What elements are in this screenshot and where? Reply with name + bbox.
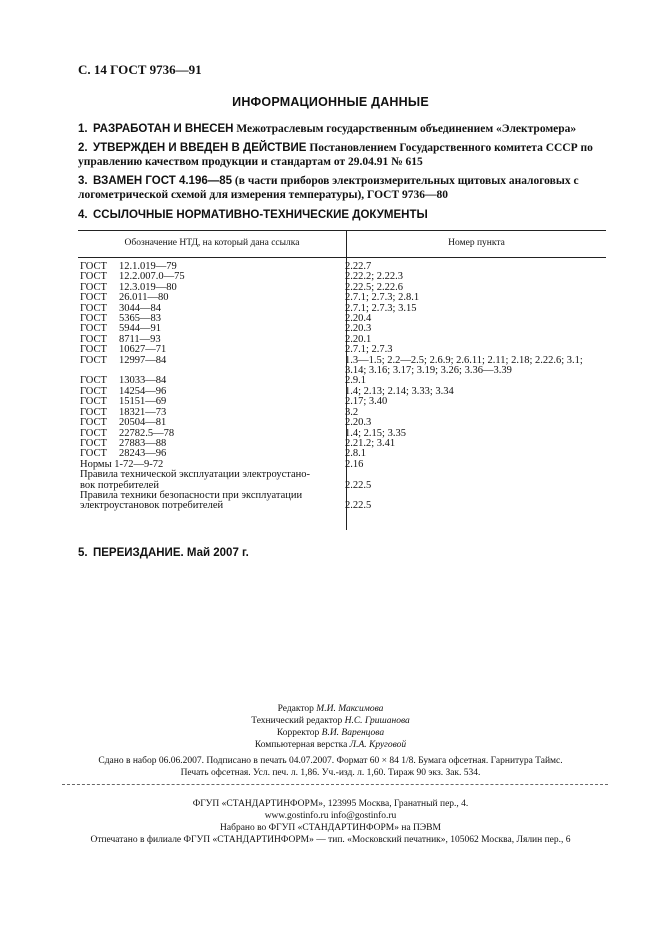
table-cell-item: 3.2 (345, 406, 359, 418)
gost-prefix: ГОСТ (80, 375, 107, 387)
table-cell-item: 2.16 (345, 458, 364, 470)
section-text: Постановлением Государственного комитета СССР по управлению качеством продукции и стандартам от 29.04.91 № 615 (78, 142, 593, 168)
section-5 (78, 546, 618, 560)
section-label: УТВЕРЖДЕН И ВВЕДЕН В ДЕЙСТВИЕ (93, 142, 307, 154)
gost-prefix: ГОСТ (80, 354, 107, 366)
gost-prefix: ГОСТ (80, 417, 107, 429)
table-cell-item: 2.22.2; 2.22.3 (345, 271, 404, 283)
doc-number: 28243—96 (119, 448, 167, 460)
table-header-doc: Обозначение НТД, на который дана ссылка (124, 238, 300, 248)
table-cell-item: 2.7.1; 2.7.3; 2.8.1 (345, 292, 420, 304)
table-cell-item: 2.7.1; 2.7.3 (345, 344, 393, 356)
doc-number: 5365—83 (119, 313, 161, 325)
section-1 (78, 122, 618, 136)
gost-prefix: ГОСТ (80, 313, 107, 325)
section-4 (78, 208, 618, 222)
section-label: РАЗРАБОТАН И ВНЕСЕН (93, 123, 234, 135)
gost-prefix: ГОСТ (80, 427, 107, 439)
credit-name: Н.С. Гришанова (344, 716, 410, 726)
table-header-border (78, 257, 606, 258)
table-cell-doc: Правила технической эксплуатации электроустано- (80, 469, 310, 481)
section-text: Межотраслевым государственным объединением «Электромера» (236, 123, 577, 135)
gost-prefix: ГОСТ (80, 323, 107, 335)
doc-number: 12.1.019—79 (119, 261, 177, 272)
gost-prefix: ГОСТ (80, 261, 107, 272)
table-row (80, 501, 610, 511)
section-number: 3. (78, 175, 88, 187)
doc-number: 18321—73 (119, 406, 167, 418)
section-2 (78, 141, 618, 169)
section-number: 5. (78, 547, 88, 559)
gost-prefix: ГОСТ (80, 406, 107, 418)
page-title: ИНФОРМАЦИОННЫЕ ДАННЫЕ (232, 95, 429, 109)
table-cell-doc: Правила техники безопасности при эксплуатации (80, 489, 303, 501)
doc-number: 15151—69 (119, 396, 167, 408)
table-cell-doc: Нормы 1-72—9-72 (80, 458, 164, 470)
doc-number: 22782.5—78 (119, 427, 175, 439)
doc-number: 26.011—80 (119, 292, 169, 304)
section-number: 1. (78, 123, 88, 135)
table-cell-item: 2.20.3 (345, 417, 372, 429)
doc-number: 12.3.019—80 (119, 281, 177, 293)
section-3 (78, 174, 618, 202)
table-cell-item: 2.22.5; 2.22.6 (345, 281, 404, 293)
doc-number: 3044—84 (119, 302, 161, 314)
credit-proofreader: Корректор В.И. Варенцова (276, 728, 385, 738)
credit-layout: Компьютерная верстка Л.А. Круговой (254, 740, 407, 750)
table-body (80, 262, 610, 512)
table-header-item: Номер пункта (448, 238, 505, 248)
section-number: 2. (78, 142, 88, 154)
table-cell-item: 2.20.3 (345, 323, 372, 335)
credit-name: В.И. Варенцова (321, 728, 385, 738)
table-cell-item: 2.9.1 (345, 375, 367, 387)
table-cell-item: 2.21.2; 3.41 (345, 437, 396, 449)
gost-prefix: ГОСТ (80, 396, 107, 408)
credit-tech-editor: Технический редактор Н.С. Гришанова (251, 716, 410, 726)
divider (62, 784, 608, 785)
table-cell-doc: электроустановок потребителей (80, 500, 224, 512)
imprint-line-2: Печать офсетная. Усл. печ. л. 1,86. Уч.-изд. л. 1,60. Тираж 90 экз. Зак. 534. (180, 768, 481, 778)
section-label: ВЗАМЕН ГОСТ 4.196—85 (93, 175, 233, 187)
doc-number: 5944—91 (119, 323, 161, 335)
publisher-address: ФГУП «СТАНДАРТИНФОРМ», 123995 Москва, Гранатный пер., 4. (192, 799, 469, 809)
credit-editor: Редактор М.И. Максимова (277, 704, 384, 714)
table-cell-item: 3.14; 3.16; 3.17; 3.19; 3.26; 3.36—3.39 (345, 365, 512, 377)
table-cell-item: 2.22.5 (345, 500, 372, 512)
table-cell-item: 2.17; 3.40 (345, 396, 388, 408)
gost-prefix: ГОСТ (80, 448, 107, 460)
table-cell-item: 2.20.1 (345, 333, 372, 345)
section-number: 4. (78, 209, 88, 221)
doc-number: 13033—84 (119, 375, 167, 387)
gost-prefix: ГОСТ (80, 344, 107, 356)
gost-prefix: ГОСТ (80, 292, 107, 304)
table-row (80, 470, 610, 480)
section-label: ПЕРЕИЗДАНИЕ. Май 2007 г. (93, 547, 249, 559)
credits-block (0, 703, 661, 751)
credit-name: М.И. Максимова (316, 704, 384, 714)
section-text: (в части приборов электроизмерительных щитовых аналоговых с логометрической схемой для измерения температуры), ГОСТ 9736—80 (78, 175, 579, 201)
section-label: ССЫЛОЧНЫЕ НОРМАТИВНО-ТЕХНИЧЕСКИЕ ДОКУМЕНТЫ (93, 209, 428, 221)
table-cell-item: 2.7.1; 2.7.3; 3.15 (345, 302, 417, 314)
table-cell-item: 1.4; 2.13; 2.14; 3.33; 3.34 (345, 385, 454, 397)
table-cell-doc: вок потребителей (80, 479, 159, 491)
table-top-border (78, 230, 606, 231)
gost-prefix: ГОСТ (80, 271, 107, 283)
gost-prefix: ГОСТ (80, 385, 107, 397)
doc-number: 10627—71 (119, 344, 167, 356)
doc-number: 20504—81 (119, 417, 167, 429)
imprint-line-1: Сдано в набор 06.06.2007. Подписано в печать 04.07.2007. Формат 60 × 84 1/8. Бумага офсетная. Гарнитура Таймс. (98, 756, 563, 766)
gost-prefix: ГОСТ (80, 281, 107, 293)
table-cell-item: 2.20.4 (345, 313, 372, 325)
gost-prefix: ГОСТ (80, 437, 107, 449)
gost-prefix: ГОСТ (80, 302, 107, 314)
doc-number: 12.2.007.0—75 (119, 271, 185, 283)
doc-number: 27883—88 (119, 437, 167, 449)
credit-name: Л.А. Круговой (349, 740, 407, 750)
gost-prefix: ГОСТ (80, 333, 107, 345)
table-cell-item: 2.8.1 (345, 448, 367, 460)
table-cell-item: 1.4; 2.15; 3.35 (345, 427, 406, 439)
publisher-web: www.gostinfo.ru info@gostinfo.ru (264, 811, 397, 821)
page-header: С. 14 ГОСТ 9736—91 (78, 62, 202, 77)
publisher-typeset: Набрано во ФГУП «СТАНДАРТИНФОРМ» на ПЭВМ (220, 823, 441, 833)
publisher-printed: Отпечатано в филиале ФГУП «СТАНДАРТИНФОРМ» — тип. «Московский печатник», 105062 Москва, Лялин пер., 6 (90, 835, 571, 845)
table-cell-item: 1.3—1.5; 2.2—2.5; 2.6.9; 2.6.11; 2.11; 2.18; 2.22.6; 3.1; (345, 354, 583, 366)
table-cell-item: 2.22.5 (345, 479, 372, 491)
doc-number: 12997—84 (119, 354, 167, 366)
table-cell-item: 2.22.7 (345, 261, 372, 272)
table-cell-doc (80, 356, 342, 366)
doc-number: 8711—93 (119, 333, 161, 345)
doc-number: 14254—96 (119, 385, 167, 397)
